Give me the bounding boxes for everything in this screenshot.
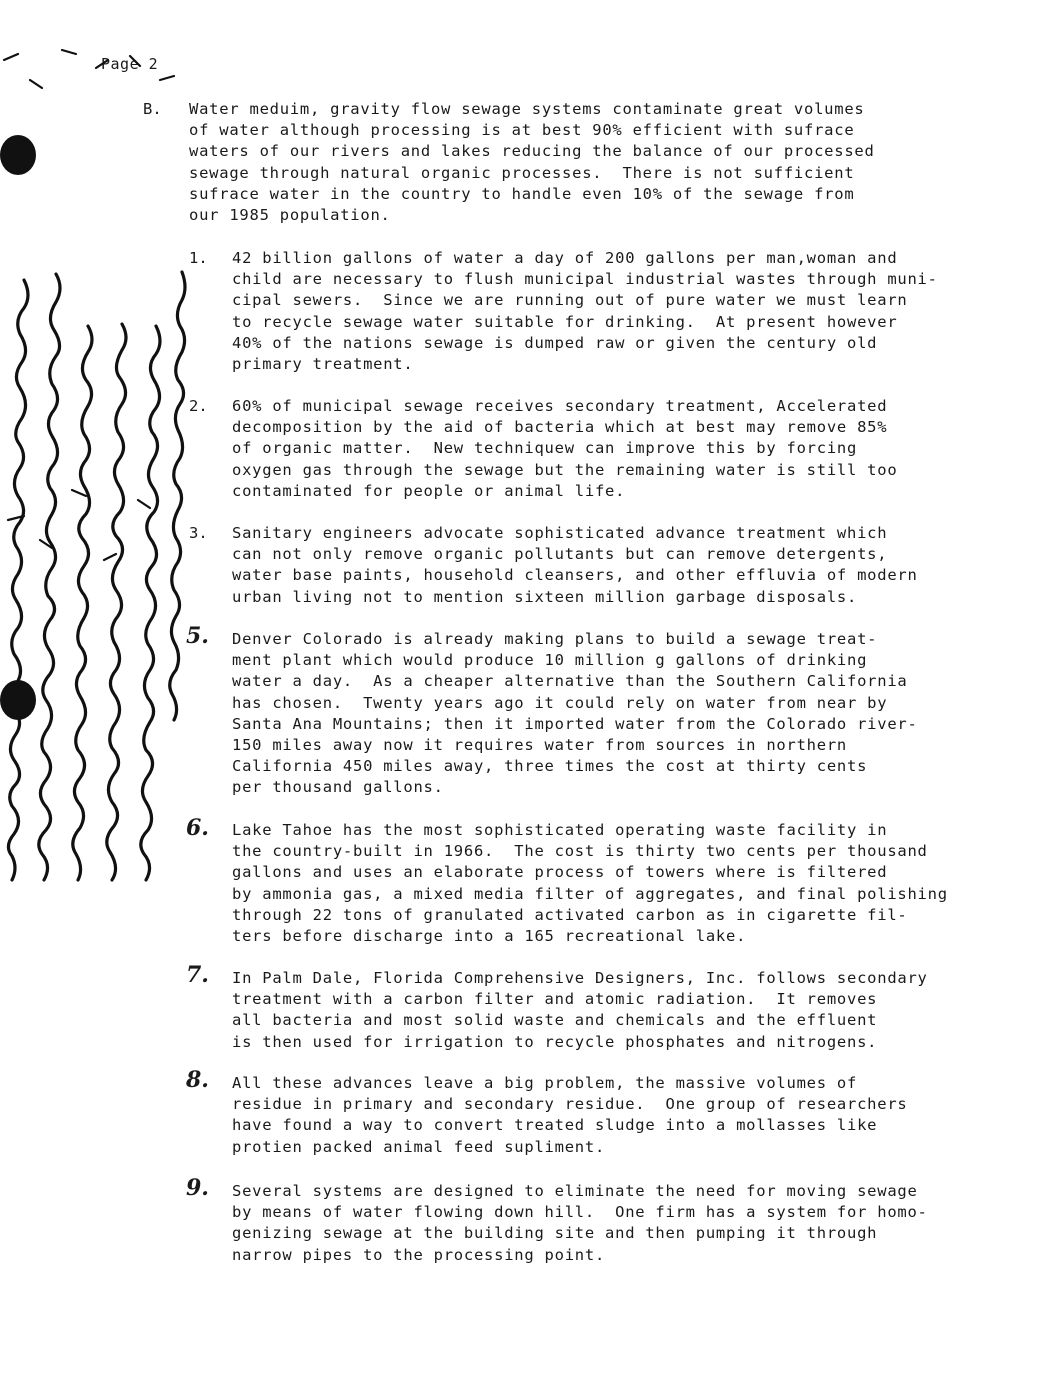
text-line: to recycle sewage water suitable for drinking. At present however	[232, 312, 898, 331]
item-3-paragraph	[232, 523, 918, 608]
text-line: is then used for irrigation to recycle phosphates and nitrogens.	[232, 1032, 878, 1051]
text-line: Denver Colorado is already making plans to build a sewage treat-	[232, 630, 878, 648]
text-line: protien packed animal feed supliment.	[232, 1137, 606, 1156]
text-line: of water although processing is at best 90% efficient with sufrace	[189, 121, 855, 140]
handwritten-item-marker: 5.	[186, 623, 209, 649]
section-marker: B.	[143, 100, 162, 118]
text-line: through 22 tons of granulated activated carbon as in cigarette fil-	[232, 905, 908, 924]
section-b-paragraph	[189, 99, 875, 226]
text-line: treatment with a carbon filter and atomic radiation. It removes	[232, 990, 878, 1009]
text-line: sewage through natural organic processes. There is not sufficient	[189, 163, 855, 182]
text-line: child are necessary to flush municipal industrial wastes through muni-	[232, 270, 938, 289]
item-5-paragraph	[232, 629, 918, 799]
text-line: all bacteria and most solid waste and chemicals and the effluent	[232, 1011, 878, 1030]
text-line: by ammonia gas, a mixed media filter of aggregates, and final polishing	[232, 884, 948, 903]
text-line: water a day. As a cheaper alternative than the Southern California	[232, 672, 908, 691]
handwritten-item-marker: 7.	[186, 962, 209, 988]
text-line: can not only remove organic pollutants but can remove detergents,	[232, 545, 888, 564]
handwritten-item-marker: 9.	[186, 1175, 209, 1201]
text-line: Sanitary engineers advocate sophisticated advance treatment which	[232, 524, 888, 542]
text-line: All these advances leave a big problem, the massive volumes of	[232, 1074, 858, 1092]
text-line: Lake Tahoe has the most sophisticated operating waste facility in	[232, 821, 888, 839]
text-line: oxygen gas through the sewage but the remaining water is still too	[232, 460, 898, 479]
item-7-paragraph	[232, 968, 928, 1053]
text-line: gallons and uses an elaborate process of towers where is filtered	[232, 863, 888, 882]
text-line: waters of our rivers and lakes reducing the balance of our processed	[189, 142, 875, 161]
item-2-paragraph	[232, 396, 897, 502]
text-line: the country-built in 1966. The cost is thirty two cents per thousand	[232, 842, 928, 861]
text-line: In Palm Dale, Florida Comprehensive Designers, Inc. follows secondary	[232, 969, 928, 987]
item-9-paragraph	[232, 1181, 928, 1266]
text-line: primary treatment.	[232, 355, 414, 374]
text-line: sufrace water in the country to handle even 10% of the sewage from	[189, 184, 855, 203]
text-line: of organic matter. New techniquew can improve this by forcing	[232, 439, 858, 458]
text-line: decomposition by the aid of bacteria which at best may remove 85%	[232, 418, 888, 437]
text-line: by means of water flowing down hill. One firm has a system for homo-	[232, 1203, 928, 1222]
item-1-paragraph	[232, 248, 938, 375]
text-line: Santa Ana Mountains; then it imported water from the Colorado river-	[232, 714, 918, 733]
text-line: 42 billion gallons of water a day of 200 gallons per man,woman and	[232, 249, 898, 267]
text-line: narrow pipes to the processing point.	[232, 1245, 606, 1264]
text-line: water base paints, household cleansers, and other effluvia of modern	[232, 566, 918, 585]
text-line: ment plant which would produce 10 million g gallons of drinking	[232, 651, 868, 670]
text-line: Several systems are designed to eliminate the need for moving sewage	[232, 1182, 918, 1200]
item-marker: 3.	[189, 524, 208, 542]
text-line: urban living not to mention sixteen million garbage disposals.	[232, 587, 858, 606]
text-line: per thousand gallons.	[232, 778, 444, 797]
text-line: have found a way to convert treated sludge into a mollasses like	[232, 1116, 878, 1135]
text-line: our 1985 population.	[189, 206, 391, 225]
text-line: 40% of the nations sewage is dumped raw or given the century old	[232, 333, 878, 352]
punch-hole-top	[0, 135, 36, 175]
handwritten-item-marker: 6.	[186, 815, 209, 841]
text-line: has chosen. Twenty years ago it could rely on water from near by	[232, 693, 888, 712]
page-header: Page 2	[101, 55, 159, 73]
punch-hole-bottom	[0, 680, 36, 720]
text-line: genizing sewage at the building site and then pumping it through	[232, 1224, 878, 1243]
text-line: Water meduim, gravity flow sewage systems contaminate great volumes	[189, 100, 865, 118]
text-line: contaminated for people or animal life.	[232, 481, 626, 500]
text-line: 60% of municipal sewage receives secondary treatment, Accelerated	[232, 397, 888, 415]
item-6-paragraph	[232, 820, 948, 947]
text-line: cipal sewers. Since we are running out of pure water we must learn	[232, 291, 908, 310]
text-line: residue in primary and secondary residue. One group of researchers	[232, 1095, 908, 1114]
handwritten-item-marker: 8.	[186, 1067, 209, 1093]
text-line: ters before discharge into a 165 recreational lake.	[232, 927, 747, 946]
item-8-paragraph	[232, 1073, 907, 1158]
text-line: California 450 miles away, three times the cost at thirty cents	[232, 757, 868, 776]
item-marker: 1.	[189, 249, 208, 267]
item-marker: 2.	[189, 397, 208, 415]
text-line: 150 miles away now it requires water from sources in northern	[232, 736, 847, 755]
